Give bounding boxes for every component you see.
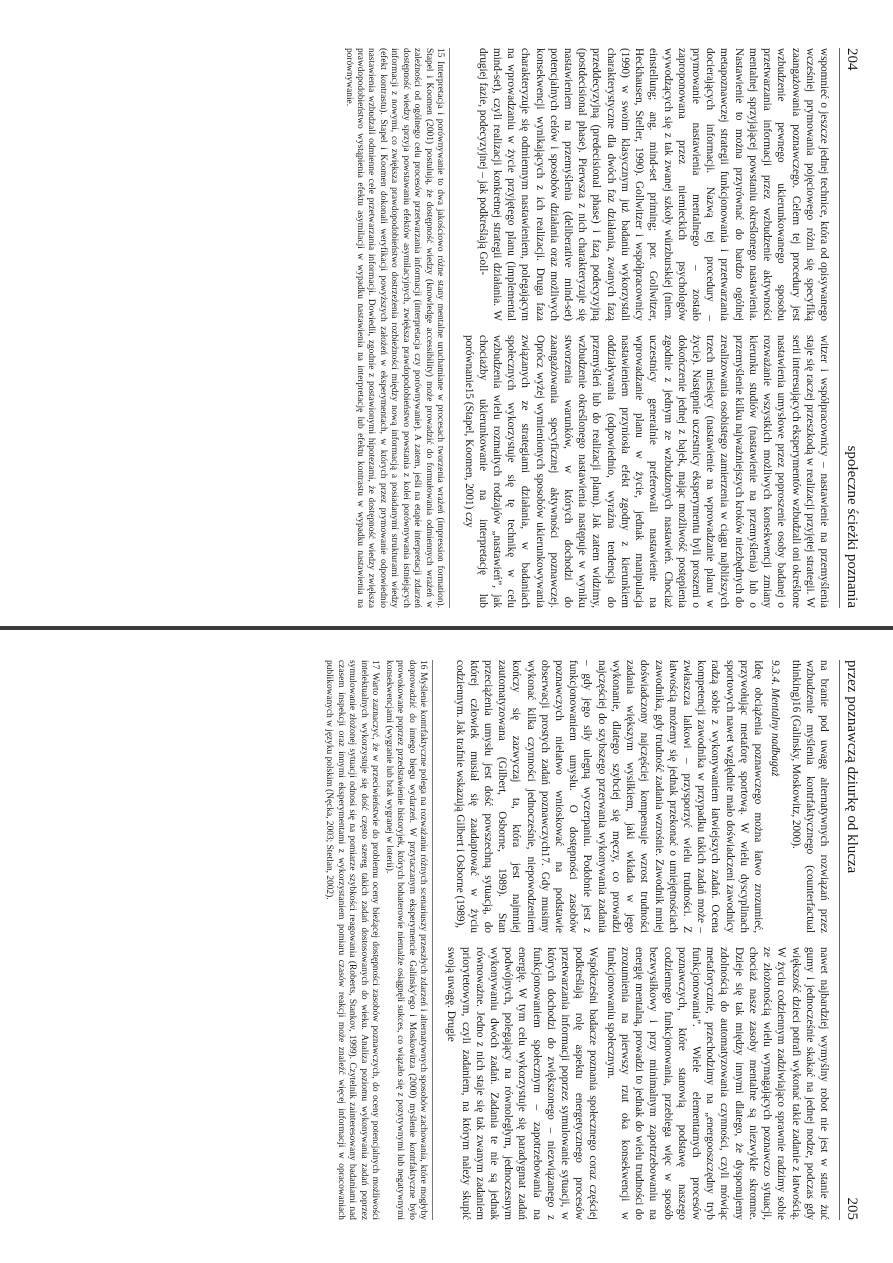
footnotes (342, 48, 450, 608)
page-left (40, 48, 860, 608)
column-1 (458, 48, 831, 321)
running-title: przez poznawczą dziurkę od klucza (844, 660, 860, 874)
footnote: 17 Warto zaznaczyć, że w przeciwieństwie do problemu oceny bieżącej dostępności zasobów poznawczych, do oceny potencjalnych możliwości intelektualnych wykorzystuje się dość często szereg takich zadań dostosowanych do wieku. Analiza poziomu wykonywania zadań poprzez symulowanie złożonej sytuacji odnosi się na pomiarze szybkości reagowania (Roberts, Stankov, 1999). Czytelnik zainteresowany badaniami nad czasem inspekcji oraz innymi eksperymentami z wykorzystaniem pomiaru czasów reakcji może znaleźć więcej informacji w opracowaniach publikowanych w języku polskim (Nęcka, 2003; Stetlan, 2002). (324, 660, 381, 1220)
running-title: społeczne ścieżki poznania (844, 445, 860, 608)
page-right (40, 660, 860, 1220)
text-columns (441, 660, 831, 1220)
footnotes (323, 660, 433, 1220)
footnote: 16 Myślenie kontrfaktyczne polega na rozważaniu różnych scenariuszy przeszłych zdarzeń i alternatywnych sposobów zachowania, które mogłyby doprowadzić do innego biegu wydarzeń. W przytaczanym eksperymencie Galinsky'ego i Moskowitza (2000) myślenie kontrfaktyczne było prowokowane poprzez przedstawienie historyjek, których bohaterowie niemalże osiągnęli sukces, co wiązało się z pozytywnymi lub negatywnymi konsekwencjami (wygranie lub brak wygranej w loterii). (383, 660, 429, 1220)
paragraph: Ideę obciążenia poznawczego można łatwo zrozumieć, przywołując metaforę sportową. W wielu dyscyplinach sportowych nawet względnie mało doświadczeni zawodnicy radzą sobie z wykonywaniem łatwiejszych zadań. Ocena kompetencji zawodnika w przypadku takich zadań może – zwłaszcza laikowi – przysporzyć wielu trudności. Z łatwością możemy się jednak przekonać o umiejętnościach zawodnika, gdy trudność zadania wzrośnie. Zawodnik mniej doświadczony najczęściej kompensuje wzrost trudności zadania większym wysiłkiem, jaki wkłada w jego wykonanie, dlatego szybciej się męczy, co prowadzi najczęściej do szybszego przerwania wykonywania zadania – gdy jego siły ulegną wyczerpaniu. Podobnie jest z funkcjonowaniem umysłu. O dostępności zasobów poznawczych niełatwo wnioskować na podstawie obserwacji prostych zadań poznawczych17. Gdy musimy wykonać kilka czynności jednocześnie, niepowodzeniem kończy się zazwyczaj ta, która jest najmniej zautomatyzowana (Gilbert, Osborne, 1989). Stan przeciążenia umysłu jest dość powszechną sytuacją, do której człowiek musiał się zaadaptować w życiu codziennym. Jak trafnie wskazują Gilbert i Osborne (1989), (453, 660, 765, 933)
paragraph: wspomnieć o jeszcze jednej technice, która od opisywanego wcześniej prymowania pojęciowego różni się specyfiką zaangażowania poznawczego. Celem tej procedury jest wzbudzenie pewnego ukierunkowanego sposobu przetwarzania informacji przez wzbudzenie aktywności mentalnej sprzyjającej powstaniu określonego nastawienia. Nastawienie to można przyrównać do bardzo ogólnej metapoznawczej strategii funkcjonowania i przetwarzania docierających informacji. Nazwą tej procedury – prymowanie nastawienia mentalnego – zostało zaproponowana przez niemieckich psychologów wywodzących się z tak zwanej szkoły würzburskiej (niem. einstellung; ang. mind-set priming; por. Gollwitzer, Heckhausen, Steller, 1990). Gollwitzer i współpracownicy (1990) w swoim klasycznym już badaniu wykorzystali charakterystyczne dla dwóch faz działania, zwanych fazą przeddecyzyjną (predecisional phase) i fazą podecyzyjną (postdecisional phase). Pierwsza z nich charakteryzuje się nastawieniem na przemyślenia (deliberative mind-set) potencjalnych celów i sposobów działania oraz możliwych konsekwencji wynikających z ich realizacji. Druga faza charakteryzuje się odmiennym nastawieniem, polegającym na wprowadzaniu w życie przyjętego planu (implemental mind-set), czyli realizacji konkretnej strategii działania. W drugiej fazie, podecyzyjnej – jak podkreślają Goll- (476, 48, 830, 321)
text-columns (458, 48, 831, 608)
paragraph: nawet najbardziej wymyślny robot nie jest w stanie żuć gumy i jednocześnie skakać na jednej nodze, podczas gdy większość dzieci potrafi wykonać takie zadanie z łatwością. W życiu codziennym zadziwiająco sprawnie radzimy sobie ze złożonością wielu wymagających poznawczo sytuacji, chociaż nasze zasoby mentalne są niezwykle skromne. Dzieje się tak między innymi dlatego, że dysponujemy zdolnością do automatyzowania czynności, czyli mówiąc metaforycznie, przechodzimy na „energooszczędny tryb funkcjonowania”. Wiele elementarnych procesów poznawczych, które stanowią podstawę naszego codziennego funkcjonowania, przebiega więc w sposób bezwysiłkowy i przy minimalnym zapotrzebowaniu na energię mentalną, prowadzi to jednak do wielu trudności do zrozumienia na pierwszy rzut oka konsekwencji w funkcjonowaniu społecznym. (604, 947, 830, 1220)
page-number: 205 (844, 1197, 860, 1220)
paragraph: witzer i współpracownicy – nastawienie na przemyślenia staje się raczej przeszkodą w realizacji przyjętej strategii. W serii interesujących eksperymentów wzbudzali oni określone nastawienia umysłowe przez poproszenie osoby badanej o rozważanie wszystkich możliwych konsekwencji zmiany kierunku studiów (nastawienie na przemyślenia) lub o przemyślenie kilku najważniejszych kroków niezbędnych do zrealizowania osobistego zamierzenia w ciągu najbliższych trzech miesięcy (nastawienie na wprowadzanie planu w życie). Następnie uczestnicy eksperymentu byli proszeni o dokończenie jednej z bajek, mając możliwość postępienia zgodnie z jednym ze wzbudzonych nastawień. Chociaż uczestnicy generalnie preferowali nastawienie na wprowadzanie planu w życie, jednak manipulacja nastawieniem przyniosła efekt zgodny z kierunkiem oddziaływania (odpowiednio, wyraźna tendencja do przemyśleń lub do realizacji planu). Jak zatem widzimy, wzbudzenie określonego nastawienia następuje w wyniku stworzenia warunków, w których dochodzi do zaangażowania specyficznej aktywności poznawczej. Oprócz wyżej wymienionych sposobów ukierunkowywania związanych ze strategiami działania, w badaniach społecznych wykorzystuje się tę technikę w celu wzbudzenia wielu rozmaitych rodzajów „nastawień”, jak chociażby ukierunkowanie na interpretację lub porównanie15 (Stapel, Koomen, 2001) czy (462, 335, 830, 608)
footnote: 15 Interpretacja i porównywanie to dwa jakościowo różne stany mentalne uruchamiane w procesach tworzenia wrażeń (impression formation). Stapel i Koomen (2001) postulują, że dostępność wiedzy (knowledge accessibility) może prowadzić do formułowania odmiennych wrażeń w zależności od ogólnego celu procesów przetwarzania informacji (interpretacja czy porównywanie). A zatem, jeśli na etapie interpretacji zdarzeń dostępność wiedzy sprzyja powstawaniu efektów asymilacyjnych, zwiększa prawdopodobieństwo powstania z kolei porównywania istniejących informacji z nowymi, co zwiększa prawdopodobieństwo dostrzeżenia rozbieżności między nową informacją a posiadanymi strukturami wiedzy (efekt kontrastu). Stapel i Koomen dokonali weryfikacji powyższych założeń w eksperymentach, w których przez prymowanie odpowiednio nastawienia wzbudzali odmienne cele przetwarzania informacji. Dowiedli, zgodnie z postawionymi hipotezami, że dostępność wiedzy zwiększa prawdopodobieństwo wystąpienia efektu asymilacji w wypadku nastawienia na interpretację lub efektu kontrastu w wypadku nastawienia na porównywanie. (343, 48, 446, 608)
column-1 (441, 660, 831, 933)
paragraph: na branie pod uwagę alternatywnych rozwiązań przez wzbudzenie myślenia kontrfaktycznego (counterfactual thinking)16 (Galinsky, Moskowitz, 2000). (789, 660, 830, 933)
paragraph: Współcześni badacze poznania społecznego coraz częściej podkreślają rolę aspektu energetycznego procesów przetwarzania informacji poprzez symulowanie sytuacji, w których dochodzi do zwiększonego – niezwiązanego z funkcjonowaniem społecznym – zapotrzebowania na energię. W tym celu wykorzystuje się paradygmat zadań podwójnych, polegający na równoległym, jednoczesnym wykonywaniu dwóch zadań. Zadania te nie są jednak równoważne. Jedno z nich staje się tak zwanym zadaniem priorytetowym, czyli zadaniem, na którym należy skupić swoją uwagę. Drugie (445, 947, 600, 1220)
page-divider (0, 626, 893, 630)
running-header (839, 48, 860, 608)
column-2 (441, 947, 831, 1220)
column-2 (458, 335, 831, 608)
page-number: 204 (844, 48, 860, 71)
running-header (839, 660, 860, 1220)
section-heading: 9.3.4. Mentalny nadbagaż (769, 660, 782, 777)
